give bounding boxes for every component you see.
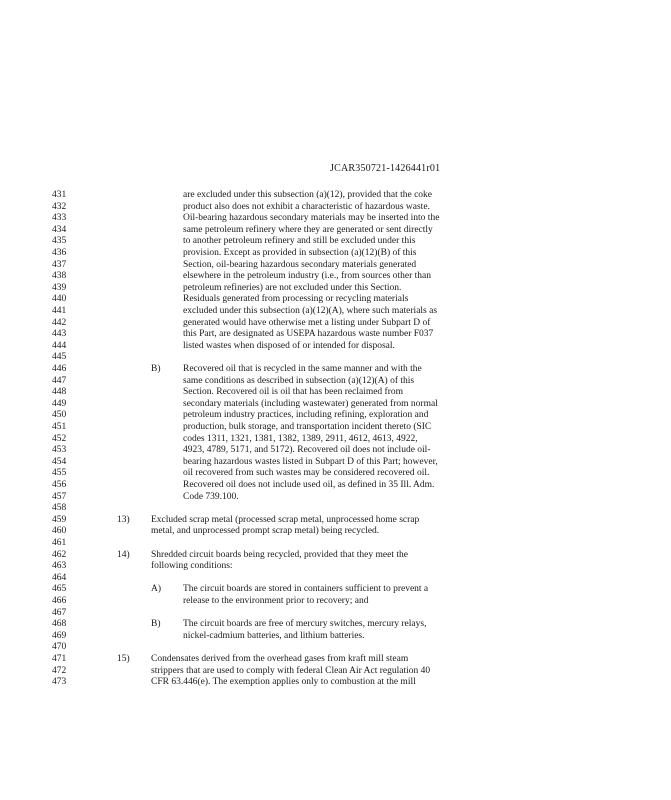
line-number: 448 xyxy=(52,387,67,398)
text-line: The circuit boards are stored in containers sufficient to prevent a xyxy=(183,584,429,595)
line-number: 442 xyxy=(52,317,67,328)
text-line: oil recovered from such wastes may be considered recovered oil. xyxy=(183,468,430,479)
item-marker: 14) xyxy=(117,549,130,560)
line-number: 446 xyxy=(52,364,67,374)
text-line: Code 739.100. xyxy=(183,491,239,502)
line-number: 471 xyxy=(52,654,67,664)
text-line: petroleum refineries) are not excluded under this Section. xyxy=(183,282,402,293)
line-number: 438 xyxy=(52,271,67,282)
text-line: product also does not exhibit a characteristic of hazardous waste. xyxy=(183,201,430,212)
text-line: Condensates derived from the overhead gases from kraft mill steam xyxy=(151,654,409,664)
text-line: release to the environment prior to recovery; and xyxy=(183,596,369,606)
item-marker: B) xyxy=(151,364,161,374)
text-line: The circuit boards are free of mercury switches, mercury relays, xyxy=(183,619,427,630)
text-line: following conditions: xyxy=(151,561,233,572)
text-line: same petroleum refinery where they are generated or sent directly xyxy=(183,224,433,235)
text-line: nickel-cadmium batteries, and lithium batteries. xyxy=(183,630,365,641)
line-number: 466 xyxy=(52,596,67,606)
line-number: 452 xyxy=(52,433,67,444)
line-number: 432 xyxy=(52,201,67,212)
text-line: secondary materials (including wastewater) generated from normal xyxy=(183,398,438,409)
text-line: Excluded scrap metal (processed scrap metal, unprocessed home scrap xyxy=(151,514,420,525)
line-number: 467 xyxy=(52,607,67,618)
line-number: 449 xyxy=(52,398,67,409)
text-line: Recovered oil does not include used oil, as defined in 35 Ill. Adm. xyxy=(183,480,435,490)
line-number: 439 xyxy=(52,282,67,293)
text-line: petroleum industry practices, including refining, exploration and xyxy=(183,410,429,421)
line-number: 457 xyxy=(52,491,67,502)
text-line: Recovered oil that is recycled in the same manner and with the xyxy=(183,364,422,374)
line-number: 469 xyxy=(52,630,67,641)
line-number: 460 xyxy=(52,526,67,537)
text-line: generated would have otherwise met a listing under Subpart D of xyxy=(183,317,431,328)
line-number: 462 xyxy=(52,549,67,560)
text-line: Shredded circuit boards being recycled, provided that they meet the xyxy=(151,549,408,560)
line-number: 441 xyxy=(52,306,67,316)
text-line: Section. Recovered oil is oil that has been reclaimed from xyxy=(183,387,404,398)
line-number: 437 xyxy=(52,259,67,270)
line-number: 450 xyxy=(52,410,67,421)
text-line: provision. Except as provided in subsection (a)(12)(B) of this xyxy=(183,248,417,258)
line-number: 443 xyxy=(52,329,67,340)
line-number: 433 xyxy=(52,213,67,224)
text-line: metal, and unprocessed prompt scrap metal) being recycled. xyxy=(151,526,380,537)
text-line: to another petroleum refinery and still be excluded under this xyxy=(183,236,416,247)
item-marker: B) xyxy=(151,619,161,630)
line-number: 435 xyxy=(52,236,67,247)
line-number: 470 xyxy=(52,642,67,653)
text-line: same conditions as described in subsection (a)(12)(A) of this xyxy=(183,375,415,386)
line-number: 473 xyxy=(52,677,67,688)
text-line: CFR 63.446(e). The exemption applies only to combustion at the mill xyxy=(151,677,416,688)
text-line: 4923, 4789, 5171, and 5172). Recovered oil does not include oil- xyxy=(183,445,431,456)
text-line: listed wastes when disposed of or intended for disposal. xyxy=(183,340,395,351)
text-line: are excluded under this subsection (a)(12), provided that the coke xyxy=(183,190,433,200)
line-number: 451 xyxy=(52,422,67,432)
line-number: 468 xyxy=(52,619,67,630)
line-number: 456 xyxy=(52,480,67,490)
text-line: codes 1311, 1321, 1381, 1382, 1389, 2911, 4612, 4613, 4922, xyxy=(183,433,418,444)
line-number: 440 xyxy=(52,294,67,305)
text-line: Residuals generated from processing or recycling materials xyxy=(183,294,409,305)
line-number: 434 xyxy=(52,224,67,235)
text-line: bearing hazardous wastes listed in Subpart D of this Part; however, xyxy=(183,456,438,467)
line-number: 444 xyxy=(52,340,67,351)
text-line: Oil-bearing hazardous secondary materials may be inserted into the xyxy=(183,213,440,224)
item-marker: 13) xyxy=(117,514,130,525)
item-marker: A) xyxy=(151,584,162,595)
text-line: Section, oil-bearing hazardous secondary materials generated xyxy=(183,259,417,270)
line-number: 464 xyxy=(52,572,67,583)
line-number: 447 xyxy=(52,375,67,386)
line-number: 454 xyxy=(52,456,67,467)
line-number: 458 xyxy=(52,503,67,514)
text-line: this Part, are designated as USEPA hazardous waste number F037 xyxy=(183,329,434,340)
text-line: elsewhere in the petroleum industry (i.e., from sources other than xyxy=(183,271,431,282)
line-number: 463 xyxy=(52,561,67,572)
line-number: 455 xyxy=(52,468,67,479)
line-number: 445 xyxy=(52,352,67,363)
line-number: 459 xyxy=(52,514,67,525)
document-header-id: JCAR350721-1426441r01 xyxy=(330,163,441,174)
line-number: 431 xyxy=(52,190,67,200)
text-line: production, bulk storage, and transportation incident thereto (SIC xyxy=(183,422,432,432)
line-number: 465 xyxy=(52,584,67,595)
text-line: strippers that are used to comply with federal Clean Air Act regulation 40 xyxy=(151,665,431,676)
text-line: excluded under this subsection (a)(12)(A), where such materials as xyxy=(183,306,438,316)
line-number: 453 xyxy=(52,445,67,456)
item-marker: 15) xyxy=(117,654,130,664)
line-number: 461 xyxy=(52,538,67,548)
line-number: 436 xyxy=(52,248,67,258)
line-number: 472 xyxy=(52,665,67,676)
